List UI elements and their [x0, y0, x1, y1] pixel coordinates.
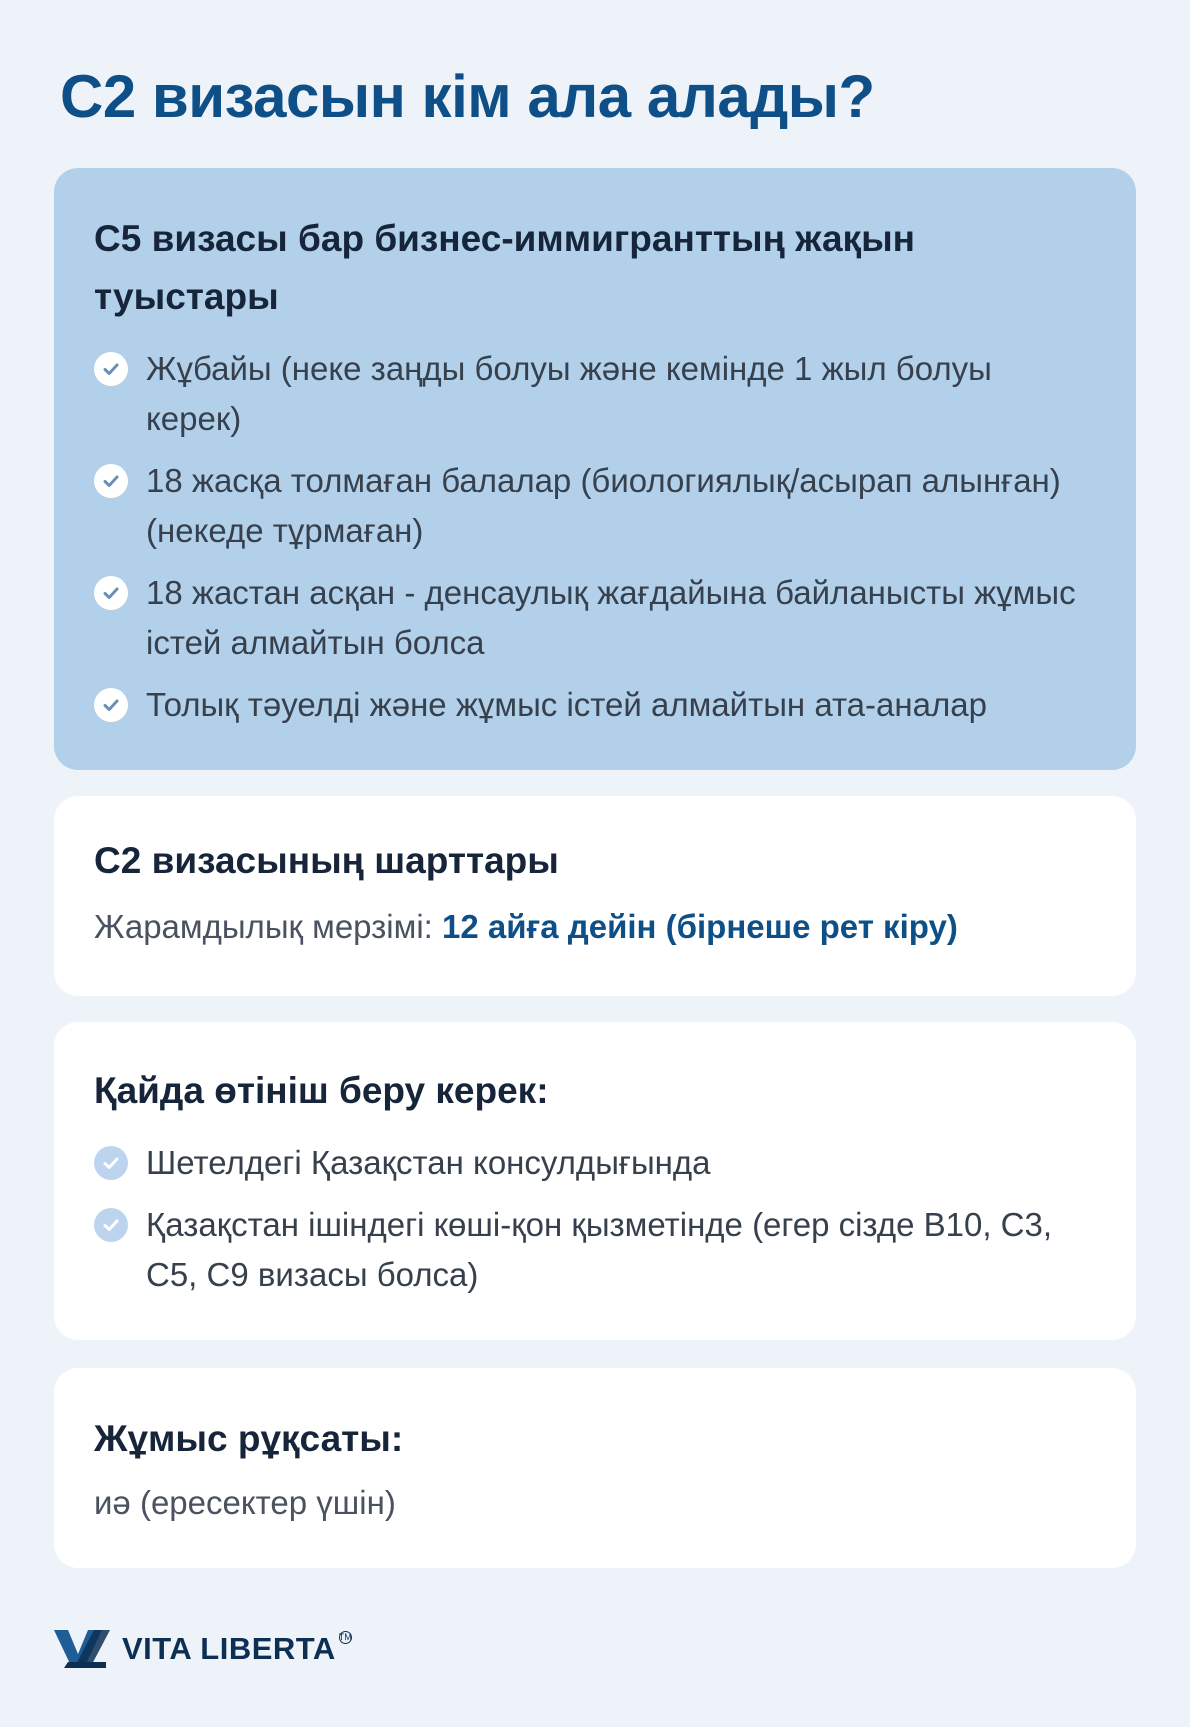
validity-value: 12 айға дейін (бірнеше рет кіру) [442, 908, 958, 945]
check-icon [94, 688, 128, 722]
list-item [94, 456, 1092, 556]
list-item [94, 680, 1092, 730]
conditions-heading: C2 визасының шарттары [94, 840, 559, 881]
eligibility-heading: C5 визасы бар бизнес-иммигранттың жақын туыстары [94, 218, 916, 317]
check-icon [94, 1208, 128, 1242]
work-permit-value: иә (ересектер үшін) [94, 1484, 396, 1521]
eligibility-list [94, 344, 1092, 730]
list-item-text: Жұбайы (неке заңды болуы және кемінде 1 жыл болуы керек) [146, 350, 992, 437]
trademark-mark: TM [338, 1632, 352, 1642]
check-icon [94, 352, 128, 386]
list-item [94, 1138, 1092, 1188]
list-item [94, 344, 1092, 444]
eligibility-card [54, 168, 1136, 770]
check-icon [94, 1146, 128, 1180]
list-item [94, 568, 1092, 668]
where-to-apply-heading: Қайда өтініш беру керек: [94, 1070, 549, 1111]
work-permit-heading: Жұмыс рұқсаты: [94, 1418, 404, 1459]
list-item-text: 18 жасқа толмаған балалар (биологиялық/асырап алынған) (некеде тұрмаған) [146, 462, 1061, 549]
page-title: C2 визасын кім ала алады? [60, 63, 875, 130]
conditions-card [54, 796, 1136, 996]
check-icon [94, 464, 128, 498]
brand-logo [54, 1628, 352, 1670]
validity-line [94, 902, 1092, 952]
brand-name: VITA LIBERTA [122, 1631, 336, 1666]
vita-liberta-logo-icon [54, 1628, 110, 1670]
work-permit-card [54, 1368, 1136, 1568]
check-icon [94, 576, 128, 610]
list-item [94, 1200, 1092, 1300]
where-to-apply-list [94, 1138, 1092, 1300]
list-item-text: Қазақстан ішіндегі көші-қон қызметінде (егер сізде B10, C3, C5, C9 визасы болса) [146, 1206, 1053, 1293]
list-item-text: Толық тәуелді және жұмыс істей алмайтын ата-аналар [146, 686, 987, 723]
list-item-text: Шетелдегі Қазақстан консулдығында [146, 1144, 711, 1181]
validity-label: Жарамдылық мерзімі: [94, 908, 433, 945]
list-item-text: 18 жастан асқан - денсаулық жағдайына байланысты жұмыс істей алмайтын болса [146, 574, 1076, 661]
where-to-apply-card [54, 1022, 1136, 1340]
